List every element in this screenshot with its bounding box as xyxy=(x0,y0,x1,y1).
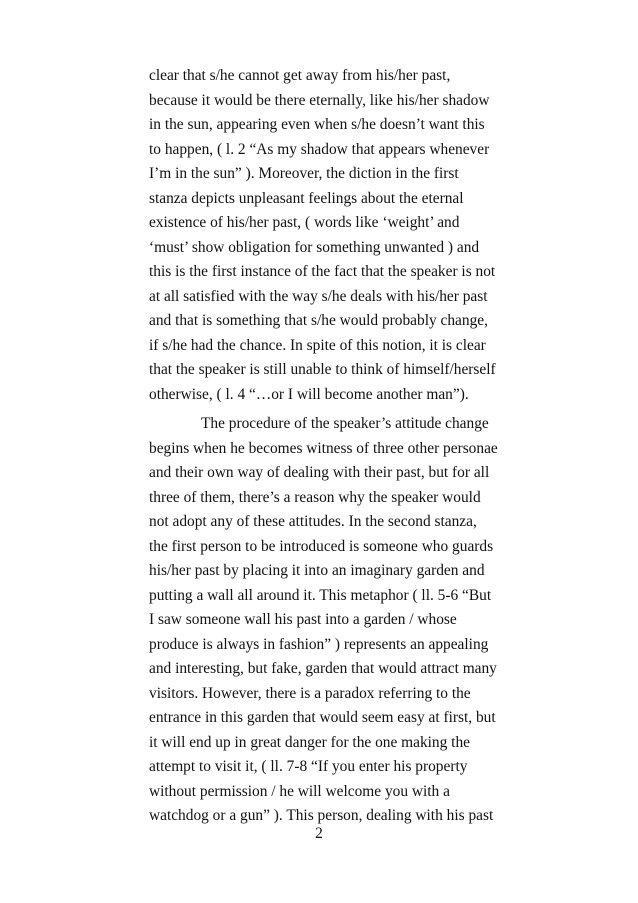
text-line: and interesting, but fake, garden that would attract many xyxy=(149,660,497,677)
text-line: visitors. However, there is a paradox referring to the xyxy=(149,684,471,702)
text-line: if s/he had the chance. In spite of this notion, it is clear xyxy=(149,336,486,354)
body-text xyxy=(149,64,549,829)
text-line: I saw someone wall his past into a garden / whose xyxy=(149,611,457,628)
text-line: and their own way of dealing with their past, but for all xyxy=(149,464,490,481)
text-line-indented xyxy=(149,412,549,437)
text-line: entrance in this garden that would seem easy at first, but xyxy=(149,709,496,726)
text-line: because it would be there eternally, like his/her shadow xyxy=(149,91,490,109)
text-line: without permission / he will welcome you with a xyxy=(149,782,450,800)
text-line: begins when he becomes witness of three other personae xyxy=(149,439,498,457)
text-line: produce is always in fashion” ) represents an appealing xyxy=(149,635,489,653)
text-line: otherwise, ( l. 4 “…or I will become another man”). xyxy=(149,385,469,403)
text-line: three of them, there’s a reason why the speaker would xyxy=(149,488,481,506)
text-line: watchdog or a gun” ). This person, dealing with his past xyxy=(149,807,494,824)
page-number: 2 xyxy=(315,825,323,842)
text-line: it will end up in great danger for the one making the xyxy=(149,733,470,751)
paragraph-1 xyxy=(149,64,549,407)
text-line: stanza depicts unpleasant feelings about the eternal xyxy=(149,189,464,207)
text-line: and that is something that s/he would probably change, xyxy=(149,312,488,329)
text-line: The procedure of the speaker’s attitude change xyxy=(201,415,489,432)
text-line: his/her past by placing it into an imaginary garden and xyxy=(149,562,485,579)
text-line: not adopt any of these attitudes. In the second stanza, xyxy=(149,513,477,530)
text-line: existence of his/her past, ( words like ‘weight’ and xyxy=(149,214,460,231)
text-line: at all satisfied with the way s/he deals with his/her past xyxy=(149,287,488,305)
text-line: in the sun, appearing even when s/he doesn’t want this xyxy=(149,116,485,133)
text-line: to happen, ( l. 2 “As my shadow that appears whenever xyxy=(149,140,490,158)
text-line: clear that s/he cannot get away from his/her past, xyxy=(149,67,451,84)
text-line: attempt to visit it, ( ll. 7-8 “If you enter his property xyxy=(149,758,468,775)
text-line: putting a wall all around it. This metaphor ( ll. 5-6 “But xyxy=(149,586,492,604)
paragraph-2 xyxy=(149,412,549,829)
text-line: that the speaker is still unable to think of himself/herself xyxy=(149,361,496,378)
text-line: the first person to be introduced is someone who guards xyxy=(149,537,494,555)
text-line: this is the first instance of the fact that the speaker is not xyxy=(149,263,496,280)
text-line: I’m in the sun” ). Moreover, the diction in the first xyxy=(149,165,459,182)
text-line: ‘must’ show obligation for something unwanted ) and xyxy=(149,238,480,256)
